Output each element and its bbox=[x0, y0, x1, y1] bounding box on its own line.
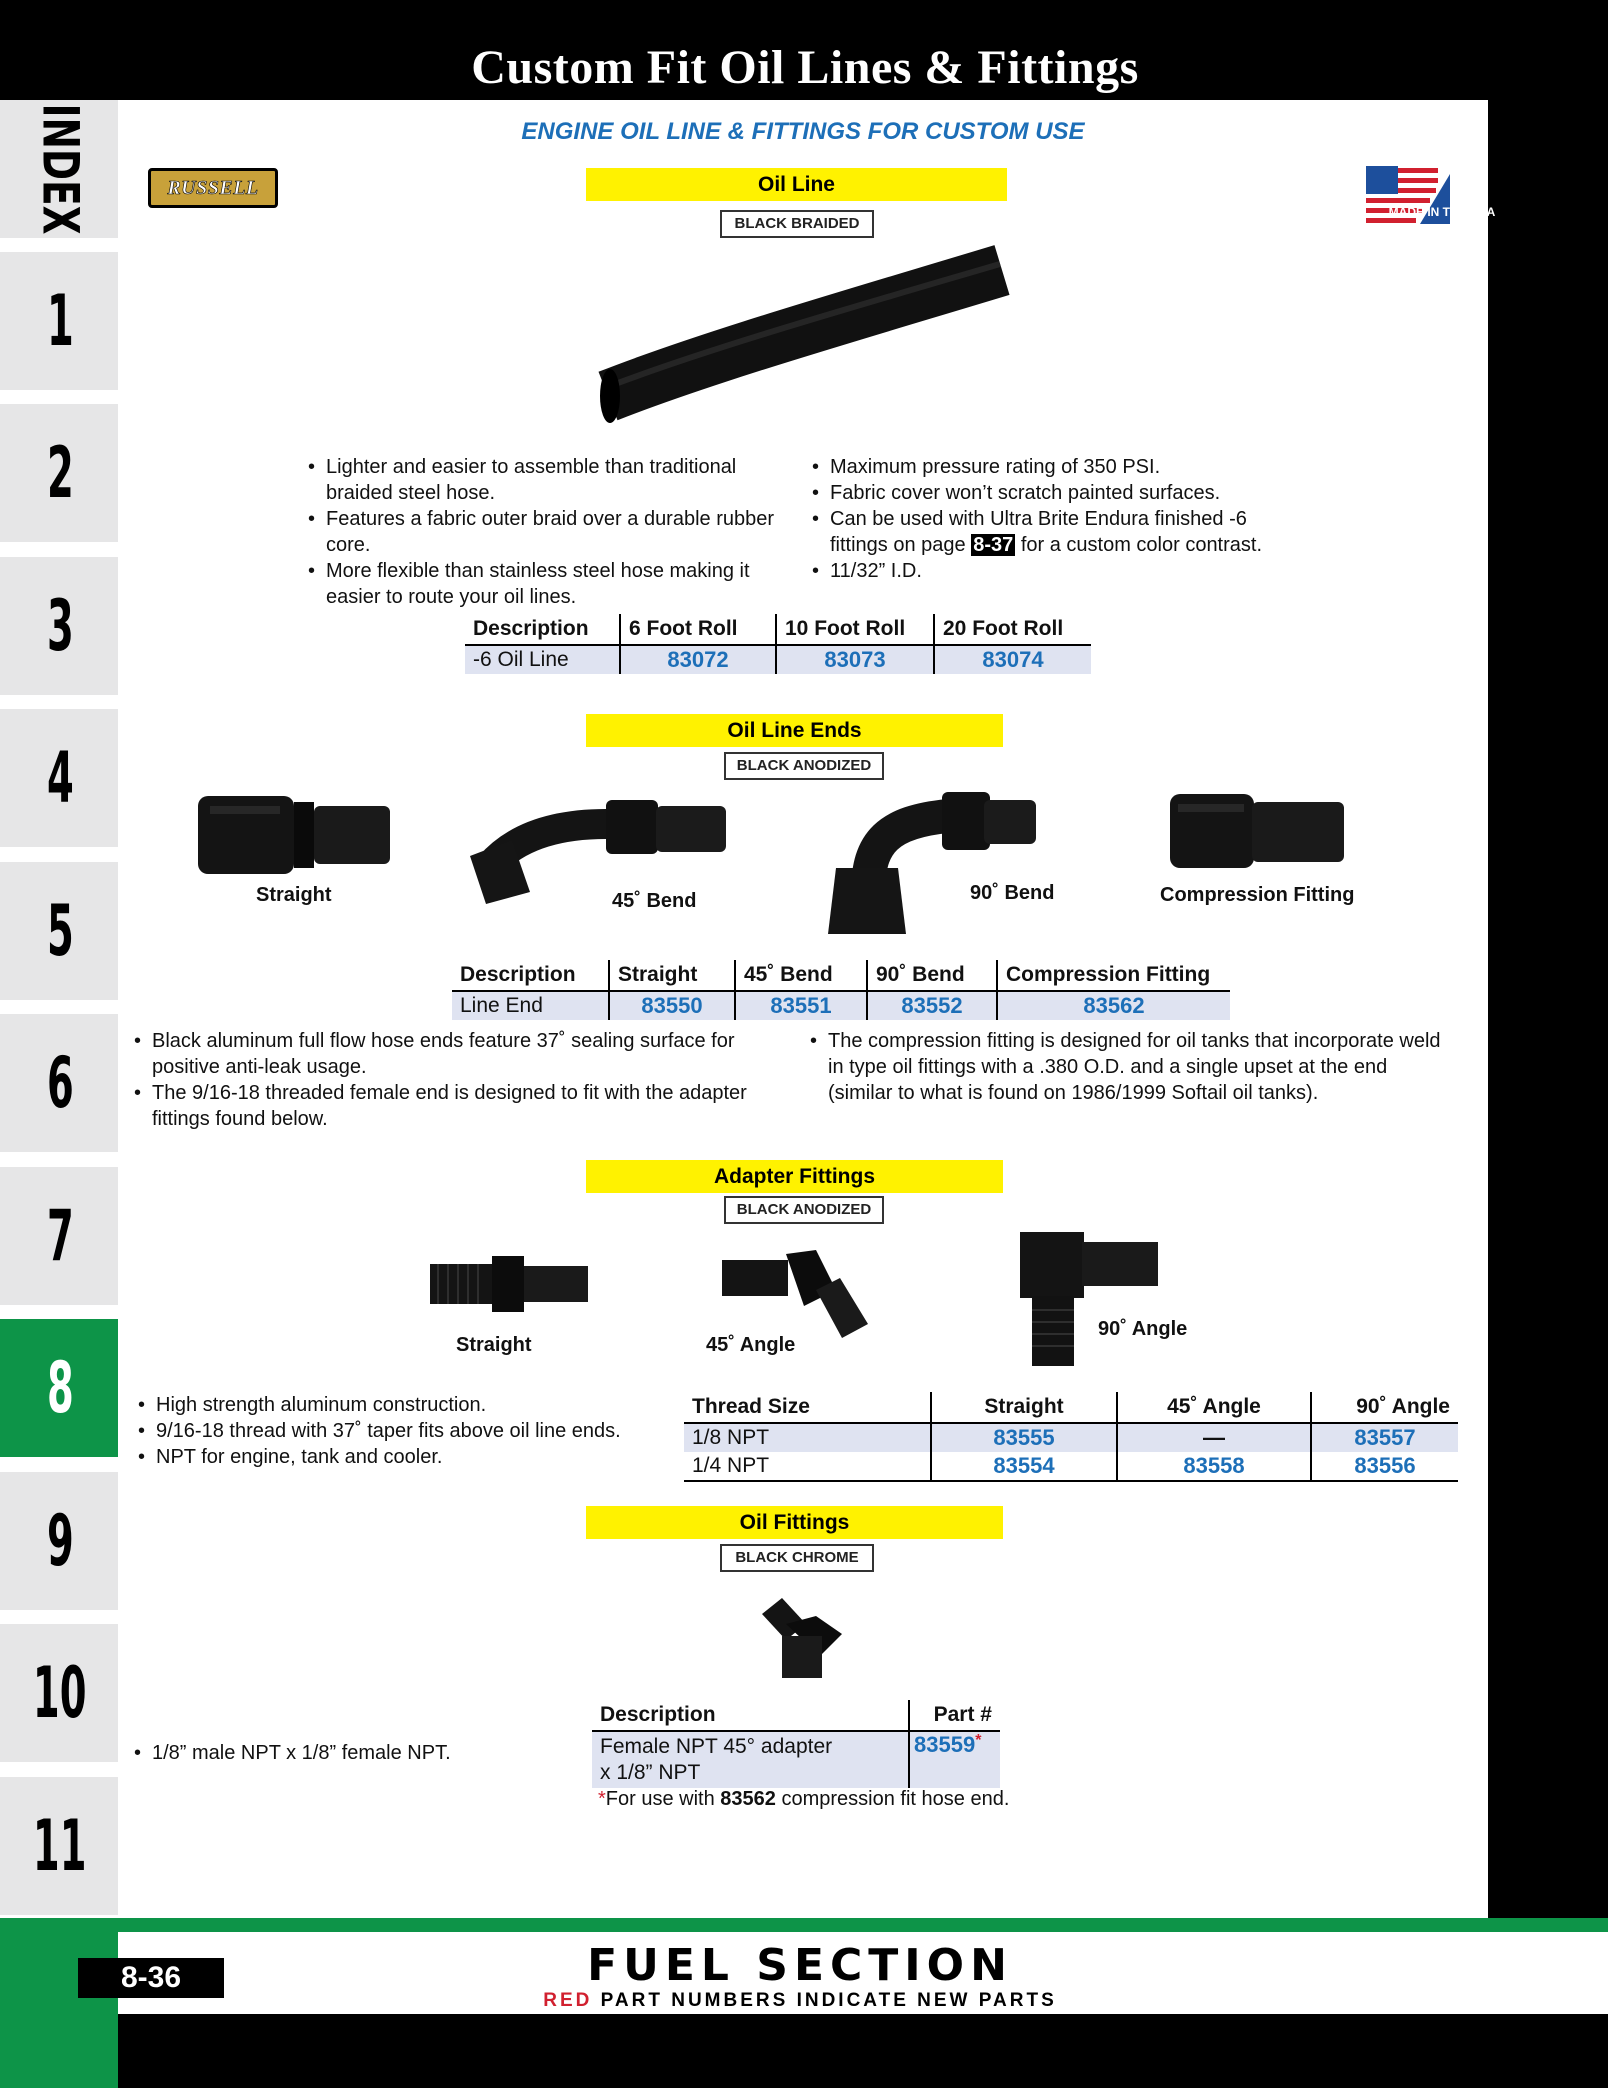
bullet: • 9/16-18 thread with 37˚ taper fits above oil line ends. bbox=[138, 1418, 658, 1444]
section-subtitle: ENGINE OIL LINE & FITTINGS FOR CUSTOM USE bbox=[521, 118, 1085, 145]
table-row: Line End 83550 83551 83552 83562 bbox=[452, 991, 1230, 1020]
table-header: Description bbox=[465, 614, 620, 645]
table-header: 90˚ Angle bbox=[1311, 1392, 1458, 1423]
sidebar-tab-1[interactable]: 1 bbox=[0, 252, 120, 390]
table-row: 1/8 NPT 83555 — 83557 bbox=[684, 1423, 1458, 1452]
flag-text: MADE IN THE USA bbox=[1388, 205, 1496, 219]
made-in-usa-flag-icon bbox=[1366, 166, 1496, 224]
page-reference-link[interactable]: 8-37 bbox=[973, 534, 1014, 556]
oil-fittings-bullets bbox=[134, 1740, 534, 1766]
bullet: • More flexible than stainless steel hose making it easier to route your oil lines. bbox=[308, 558, 808, 610]
table-header: Straight bbox=[609, 960, 735, 991]
sidebar-tab-5[interactable]: 5 bbox=[0, 862, 120, 1000]
bullet: • Can be used with Ultra Brite Endura finished -6 fittings on page 8-37 for a custom color contrast. bbox=[812, 506, 1272, 558]
table-header: 90˚ Bend bbox=[867, 960, 997, 991]
line-ends-bullets-left bbox=[134, 1028, 794, 1132]
part-number: 83552 bbox=[867, 991, 997, 1020]
footer-green-block bbox=[0, 1918, 118, 2088]
page-number: 8-36 bbox=[78, 1958, 224, 1998]
part-number: 83551 bbox=[735, 991, 867, 1020]
table-header: 45˚ Angle bbox=[1117, 1392, 1311, 1423]
caption-adapter-90: 90˚ Angle bbox=[1098, 1318, 1188, 1340]
caption-90-bend: 90˚ Bend bbox=[970, 882, 1055, 904]
oil-fittings-table bbox=[592, 1700, 1000, 1788]
table-header: Description bbox=[592, 1700, 909, 1731]
table-header: Part # bbox=[909, 1700, 1000, 1731]
oil-line-header: Oil Line bbox=[586, 168, 1007, 201]
footer-green-rule bbox=[0, 1918, 1608, 1932]
adapters-bullets bbox=[138, 1392, 658, 1470]
table-header: 45˚ Bend bbox=[735, 960, 867, 991]
part-number: 83550 bbox=[609, 991, 735, 1020]
sidebar-tab-2[interactable]: 2 bbox=[0, 404, 120, 542]
sidebar-tab-3[interactable]: 3 bbox=[0, 557, 120, 695]
sidebar-tab-8[interactable]: 8 bbox=[0, 1319, 120, 1457]
bullet: • NPT for engine, tank and cooler. bbox=[138, 1444, 658, 1470]
part-number: — bbox=[1117, 1423, 1311, 1452]
oil-fittings-finish-badge: BLACK CHROME bbox=[720, 1544, 874, 1572]
part-number: 83554 bbox=[931, 1452, 1117, 1481]
table-header: Straight bbox=[931, 1392, 1117, 1423]
table-row: 1/4 NPT 83554 83558 83556 bbox=[684, 1452, 1458, 1481]
line-ends-bullets-right bbox=[810, 1028, 1450, 1106]
oil-line-table bbox=[465, 614, 1091, 674]
45-angle-adapter-image bbox=[720, 1250, 870, 1340]
straight-adapter-image bbox=[428, 1256, 592, 1312]
compression-fitting-image bbox=[1168, 788, 1348, 878]
straight-hose-end-image bbox=[196, 790, 392, 890]
oil-line-bullets-right bbox=[812, 454, 1272, 584]
part-number: 83558 bbox=[1117, 1452, 1311, 1481]
bullet: • Fabric cover won’t scratch painted surfaces. bbox=[812, 480, 1272, 506]
table-header: 6 Foot Roll bbox=[620, 614, 776, 645]
page-title: Custom Fit Oil Lines & Fittings bbox=[471, 41, 1139, 94]
russell-logo: RUSSELL bbox=[148, 168, 278, 208]
table-header: 20 Foot Roll bbox=[934, 614, 1091, 645]
table-header: Compression Fitting bbox=[997, 960, 1230, 991]
sidebar-tab-6[interactable]: 6 bbox=[0, 1014, 120, 1152]
part-number: 83072 bbox=[620, 645, 776, 674]
part-number: 83555 bbox=[931, 1423, 1117, 1452]
oil-fittings-note: *For use with 83562 compression fit hose end. bbox=[598, 1788, 1010, 1810]
table-row: -6 Oil Line 83072 83073 83074 bbox=[465, 645, 1091, 674]
bullet: • 1/8” male NPT x 1/8” female NPT. bbox=[134, 1740, 534, 1766]
bullet: • The 9/16-18 threaded female end is designed to fit with the adapter fittings found below. bbox=[134, 1080, 794, 1132]
line-ends-header: Oil Line Ends bbox=[586, 714, 1003, 747]
bullet: • 11/32” I.D. bbox=[812, 558, 1272, 584]
oil-fittings-header: Oil Fittings bbox=[586, 1506, 1003, 1539]
part-number: 83557 bbox=[1311, 1423, 1458, 1452]
90-bend-hose-end-image bbox=[818, 782, 1038, 942]
line-ends-finish-badge: BLACK ANODIZED bbox=[724, 752, 884, 780]
adapters-finish-badge: BLACK ANODIZED bbox=[724, 1196, 884, 1224]
oil-line-bullets-left bbox=[308, 454, 808, 610]
caption-compression-fitting: Compression Fitting bbox=[1160, 884, 1355, 906]
line-ends-table bbox=[452, 960, 1230, 1020]
sidebar-tab-10[interactable]: 10 bbox=[0, 1624, 120, 1762]
bullet: • Black aluminum full flow hose ends feature 37˚ sealing surface for positive anti-leak usage. bbox=[134, 1028, 794, 1080]
oil-line-finish-badge: BLACK BRAIDED bbox=[720, 210, 874, 238]
bullet: • The compression fitting is designed for oil tanks that incorporate weld in type oil fittings with a .380 O.D. and a single upset at the end (similar to what is found on 1986/1999 Softail oil tanks). bbox=[810, 1028, 1450, 1106]
adapters-table bbox=[684, 1392, 1458, 1482]
bullet: • Features a fabric outer braid over a durable rubber core. bbox=[308, 506, 808, 558]
part-number: 83074 bbox=[934, 645, 1091, 674]
caption-45-bend: 45˚ Bend bbox=[612, 890, 697, 912]
sidebar-tab-7[interactable]: 7 bbox=[0, 1167, 120, 1305]
sidebar-tab-9[interactable]: 9 bbox=[0, 1472, 120, 1610]
braided-oil-line-image bbox=[590, 246, 1010, 426]
adapters-header: Adapter Fittings bbox=[586, 1160, 1003, 1193]
part-number: 83562 bbox=[997, 991, 1230, 1020]
caption-adapter-45: 45˚ Angle bbox=[706, 1334, 796, 1356]
table-header: 10 Foot Roll bbox=[776, 614, 934, 645]
bullet: • Lighter and easier to assemble than traditional braided steel hose. bbox=[308, 454, 808, 506]
sidebar-tab-11[interactable]: 11 bbox=[0, 1777, 120, 1915]
caption-adapter-straight: Straight bbox=[456, 1334, 532, 1356]
part-number: 83073 bbox=[776, 645, 934, 674]
section-name: FUEL SECTION bbox=[587, 1940, 1013, 1991]
table-header: Description bbox=[452, 960, 609, 991]
45-adapter-fitting-image bbox=[758, 1594, 844, 1680]
part-number: 83559* bbox=[909, 1731, 1000, 1788]
new-parts-note: RED PART NUMBERS INDICATE NEW PARTS bbox=[543, 1990, 1057, 2011]
bullet: • Maximum pressure rating of 350 PSI. bbox=[812, 454, 1272, 480]
90-angle-adapter-image bbox=[1016, 1230, 1160, 1370]
part-number: 83556 bbox=[1311, 1452, 1458, 1481]
sidebar-tab-4[interactable]: 4 bbox=[0, 709, 120, 847]
bullet: • High strength aluminum construction. bbox=[138, 1392, 658, 1418]
sidebar-tab-index[interactable]: INDEX bbox=[0, 100, 120, 238]
table-row: Female NPT 45° adapter x 1/8” NPT 83559* bbox=[592, 1731, 1000, 1788]
caption-straight: Straight bbox=[256, 884, 332, 906]
table-header: Thread Size bbox=[684, 1392, 931, 1423]
